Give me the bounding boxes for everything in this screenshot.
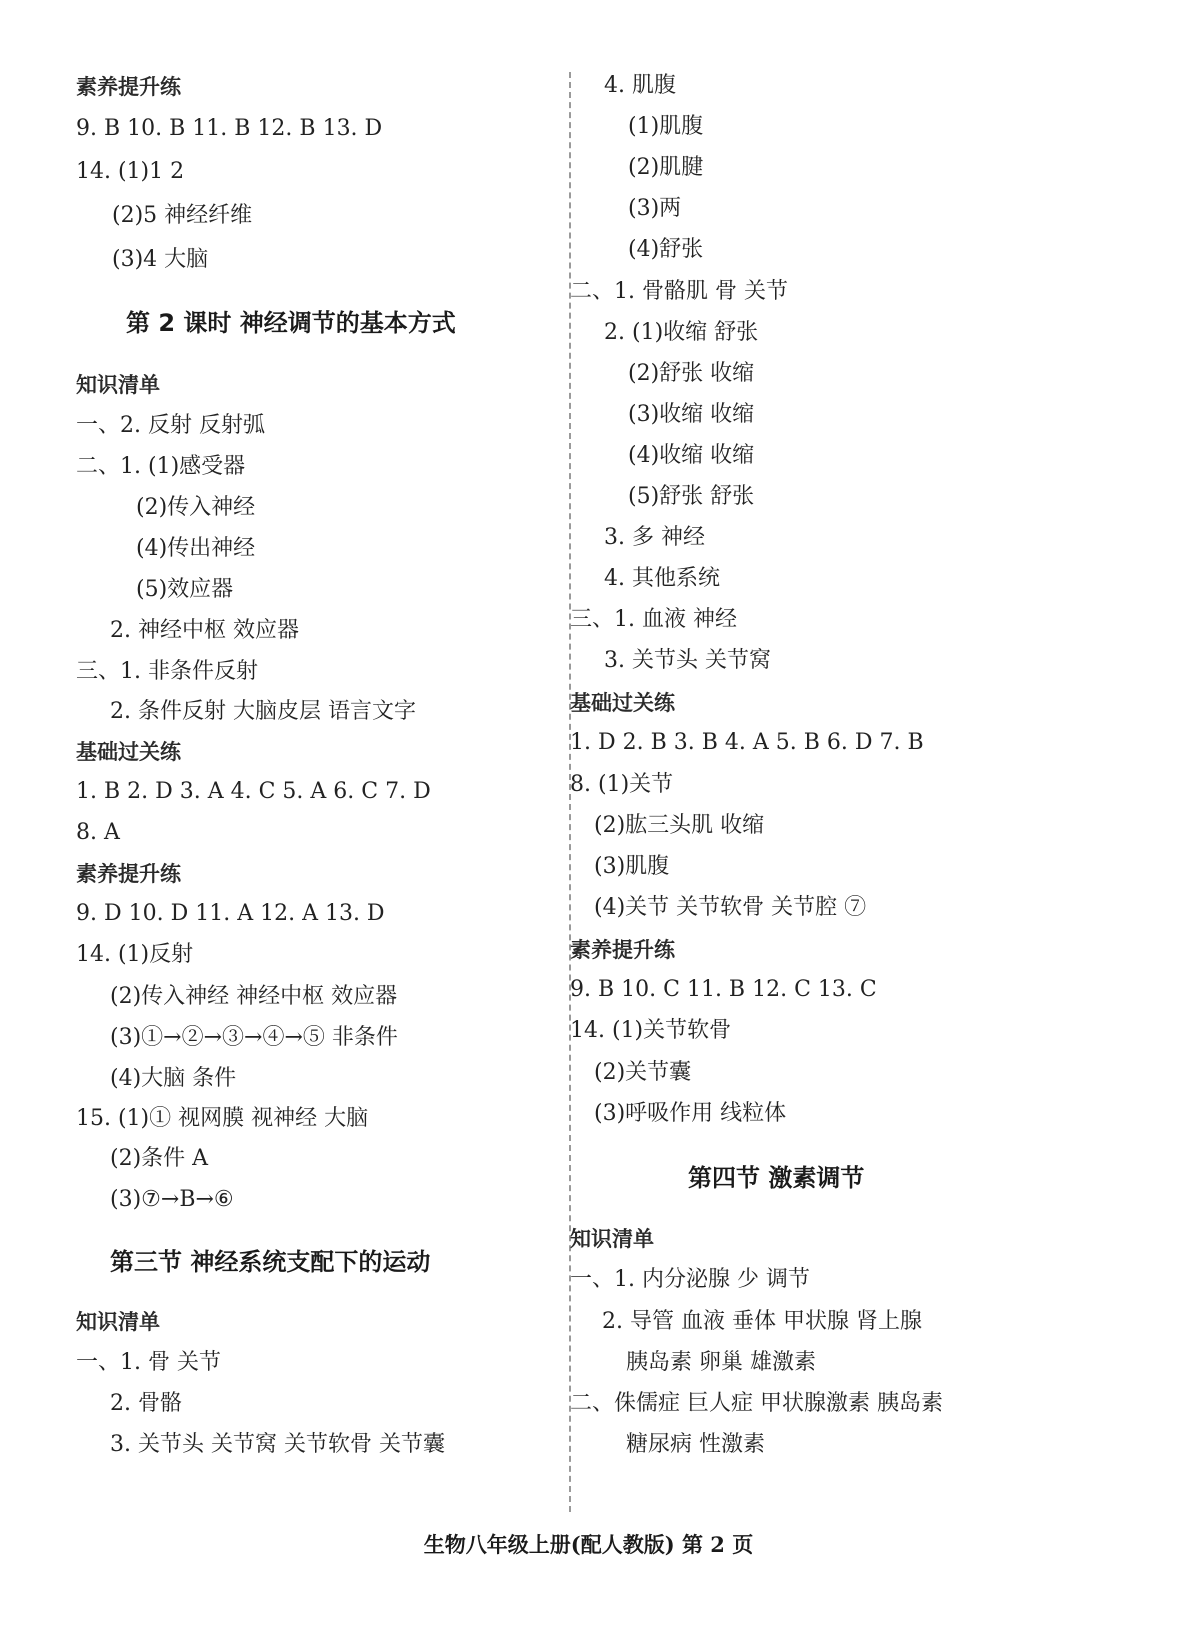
right-answer-line: (4)收缩 收缩 bbox=[628, 443, 755, 468]
page-footer: 生物八年级上册(配人教版) 第 2 页 bbox=[423, 1532, 754, 1557]
right-section-title: 第四节 激素调节 bbox=[688, 1164, 865, 1192]
left-answer-line: 一、1. 骨 关节 bbox=[76, 1350, 221, 1375]
left-section-title: 第三节 神经系统支配下的运动 bbox=[110, 1248, 431, 1276]
left-answer-line: (4)大脑 条件 bbox=[110, 1066, 237, 1091]
left-answer-line: (3)①→②→③→④→⑤ 非条件 bbox=[110, 1025, 398, 1050]
left-section-title: 第 2 课时 神经调节的基本方式 bbox=[126, 309, 456, 337]
right-answer-line: 糖尿病 性激素 bbox=[626, 1432, 765, 1457]
right-answer-line: (4)舒张 bbox=[628, 237, 704, 262]
right-answer-line: (2)舒张 收缩 bbox=[628, 361, 755, 386]
left-answer-line: (2)条件 A bbox=[110, 1146, 209, 1171]
right-answer-line: 3. 关节头 关节窝 bbox=[604, 648, 771, 673]
left-heading: 素养提升练 bbox=[76, 862, 181, 886]
right-answer-line: (3)收缩 收缩 bbox=[628, 402, 755, 427]
right-answer-line: 2. 导管 血液 垂体 甲状腺 肾上腺 bbox=[602, 1309, 922, 1334]
left-answer-line: (5)效应器 bbox=[136, 577, 234, 602]
right-answer-line: (1)肌腹 bbox=[628, 114, 704, 139]
right-answer-line: (3)肌腹 bbox=[594, 854, 670, 879]
right-answer-line: 1. D 2. B 3. B 4. A 5. B 6. D 7. B bbox=[570, 730, 924, 755]
left-answer-line: (2)传入神经 神经中枢 效应器 bbox=[110, 984, 398, 1009]
left-answer-line: (3)⑦→B→⑥ bbox=[110, 1187, 234, 1212]
right-heading: 素养提升练 bbox=[570, 938, 675, 962]
left-answer-line: 2. 骨骼 bbox=[110, 1391, 182, 1416]
left-answer-line: 2. 条件反射 大脑皮层 语言文字 bbox=[110, 699, 416, 724]
left-answer-line: 一、2. 反射 反射弧 bbox=[76, 413, 265, 438]
right-answer-line: (4)关节 关节软骨 关节腔 ⑦ bbox=[594, 895, 867, 920]
left-answer-line: (2)5 神经纤维 bbox=[112, 203, 253, 228]
right-answer-line: 三、1. 血液 神经 bbox=[570, 607, 737, 632]
right-answer-line: 3. 多 神经 bbox=[604, 525, 705, 550]
left-heading: 知识清单 bbox=[76, 373, 160, 397]
right-answer-line: 9. B 10. C 11. B 12. C 13. C bbox=[570, 977, 877, 1002]
right-answer-line: (3)呼吸作用 线粒体 bbox=[594, 1101, 787, 1126]
left-answer-line: 15. (1)① 视网膜 视神经 大脑 bbox=[76, 1106, 369, 1131]
left-answer-line: 14. (1)反射 bbox=[76, 942, 194, 967]
right-answer-line: 二、1. 骨骼肌 骨 关节 bbox=[570, 279, 788, 304]
left-answer-line: (3)4 大脑 bbox=[112, 247, 209, 272]
right-answer-line: 胰岛素 卵巢 雄激素 bbox=[626, 1350, 816, 1375]
right-heading: 基础过关练 bbox=[570, 691, 675, 715]
left-answer-line: (4)传出神经 bbox=[136, 536, 256, 561]
left-answer-line: 14. (1)1 2 bbox=[76, 159, 185, 184]
left-answer-line: 二、1. (1)感受器 bbox=[76, 454, 246, 479]
right-answer-line: (5)舒张 舒张 bbox=[628, 484, 755, 509]
right-answer-line: (2)关节囊 bbox=[594, 1060, 692, 1085]
right-answer-line: 8. (1)关节 bbox=[570, 772, 674, 797]
left-answer-line: 三、1. 非条件反射 bbox=[76, 659, 258, 684]
left-answer-line: 8. A bbox=[76, 820, 120, 845]
right-answer-line: 二、侏儒症 巨人症 甲状腺激素 胰岛素 bbox=[570, 1391, 943, 1416]
right-answer-line: (2)肱三头肌 收缩 bbox=[594, 813, 765, 838]
right-answer-line: 一、1. 内分泌腺 少 调节 bbox=[570, 1267, 810, 1292]
left-answer-line: 1. B 2. D 3. A 4. C 5. A 6. C 7. D bbox=[76, 779, 431, 804]
left-answer-line: 9. D 10. D 11. A 12. A 13. D bbox=[76, 901, 385, 926]
left-heading: 知识清单 bbox=[76, 1310, 160, 1334]
left-answer-line: 3. 关节头 关节窝 关节软骨 关节囊 bbox=[110, 1432, 445, 1457]
right-answer-line: 4. 肌腹 bbox=[604, 73, 676, 98]
right-answer-line: (2)肌腱 bbox=[628, 155, 704, 180]
right-answer-line: 4. 其他系统 bbox=[604, 566, 720, 591]
left-answer-line: 2. 神经中枢 效应器 bbox=[110, 618, 299, 643]
right-answer-line: (3)两 bbox=[628, 196, 682, 221]
left-answer-line: (2)传入神经 bbox=[136, 495, 256, 520]
left-heading: 基础过关练 bbox=[76, 740, 181, 764]
right-answer-line: 2. (1)收缩 舒张 bbox=[604, 320, 759, 345]
right-answer-line: 14. (1)关节软骨 bbox=[570, 1018, 732, 1043]
left-answer-line: 9. B 10. B 11. B 12. B 13. D bbox=[76, 116, 383, 141]
left-heading: 素养提升练 bbox=[76, 75, 181, 99]
right-heading: 知识清单 bbox=[570, 1227, 654, 1251]
